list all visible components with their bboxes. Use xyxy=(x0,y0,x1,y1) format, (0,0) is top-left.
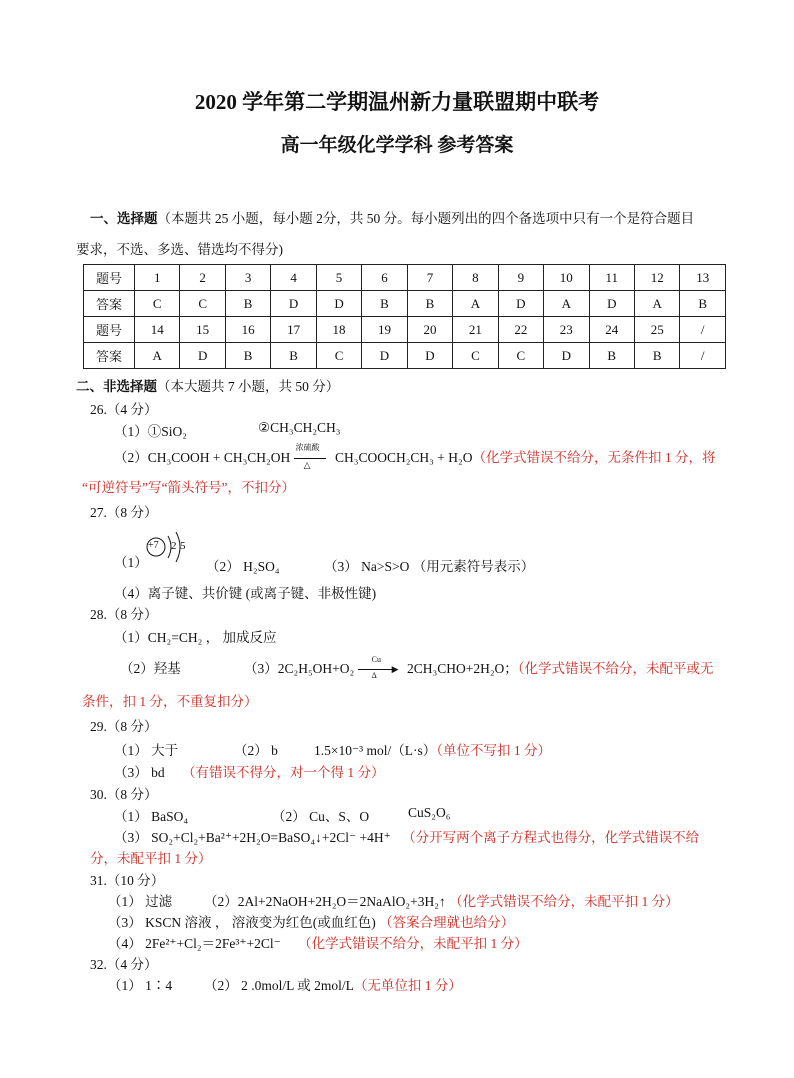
table-cell: D xyxy=(180,343,225,369)
q28-equation-rhs: 2CH₃CHO+2H₂O； xyxy=(407,661,518,676)
q30-part2b: CuS₂O₆ xyxy=(408,805,451,820)
q31-part4-note: （化学式错误不给分，未配平扣 1 分） xyxy=(298,936,528,951)
q28-number: 28.（8 分） xyxy=(90,607,158,622)
table-cell: 题号 xyxy=(84,265,135,291)
section1-note-line2: 要求，不选、多选、错选均不得分) xyxy=(76,242,283,257)
table-cell: 4 xyxy=(271,265,316,291)
table-cell: D xyxy=(316,291,361,317)
table-cell: B xyxy=(634,343,679,369)
table-cell: D xyxy=(544,343,589,369)
q32-note: （无单位扣 1 分） xyxy=(353,978,462,993)
q26-note: （化学式错误不给分，无条件扣 1 分，将 xyxy=(472,450,716,465)
q32-part2 xyxy=(204,974,462,994)
q30-note-line2: 分，未配平扣 1 分） xyxy=(90,851,212,866)
table-cell: D xyxy=(271,291,316,317)
catalyst-label: Cu xyxy=(371,654,381,664)
table-cell: 14 xyxy=(135,317,180,343)
table-cell: 24 xyxy=(589,317,634,343)
q27-part3: （3） Na>S>O （用元素符号表示） xyxy=(324,559,535,574)
q27-part1-label: （1） xyxy=(114,555,148,570)
q31-part4 xyxy=(108,932,528,952)
condition-label: Δ xyxy=(371,670,377,680)
table-cell: C xyxy=(453,343,498,369)
table-cell: A xyxy=(634,291,679,317)
section1-heading: 一、选择题 xyxy=(90,211,158,226)
table-cell: 5 xyxy=(316,265,361,291)
table-cell: D xyxy=(589,291,634,317)
q31-part3 xyxy=(108,911,514,931)
q31-part2-note: （化学式错误不给分，未配平扣 1 分） xyxy=(449,894,679,909)
q31-part3-note: （答案合理就也给分） xyxy=(379,915,515,930)
table-cell: B xyxy=(225,291,270,317)
q32-part1: （1） 1∶4 xyxy=(108,978,173,993)
section2-heading: 二、非选择题 xyxy=(76,379,157,394)
table-cell: 19 xyxy=(362,317,407,343)
shell-electrons-2: 5 xyxy=(180,540,186,552)
arrow-line xyxy=(294,458,326,459)
q30-note: （分开写两个离子方程式也得分，化学式错误不给 xyxy=(402,830,700,845)
table-cell: B xyxy=(271,343,316,369)
nucleus-charge: +7 xyxy=(148,540,159,551)
table-cell: B xyxy=(680,291,726,317)
q29-note: （单位不写扣 1 分） xyxy=(436,743,552,758)
table-cell: 16 xyxy=(225,317,270,343)
table-cell: 17 xyxy=(271,317,316,343)
table-cell: 2 xyxy=(180,265,225,291)
q26-note-line2: “可逆符号”写“箭头符号”，不扣分） xyxy=(82,480,295,495)
table-cell: 6 xyxy=(362,265,407,291)
q27-part4: （4）离子键、共价键 (或离子键、非极性键) xyxy=(114,586,377,601)
table-cell: B xyxy=(225,343,270,369)
section2-header xyxy=(76,375,339,395)
q28-note-line2: 条件，扣 1 分，不重复扣分） xyxy=(82,694,258,709)
table-cell: 12 xyxy=(634,265,679,291)
condition-label: △ xyxy=(303,459,311,470)
table-cell: 8 xyxy=(453,265,498,291)
q30-part3 xyxy=(114,826,699,846)
q31-part4-equation: （4） 2Fe²⁺+Cl₂＝2Fe³⁺+2Cl⁻ xyxy=(108,936,281,951)
q29-rate: 1.5×10⁻³ mol/（L·s） xyxy=(314,743,437,758)
table-cell: / xyxy=(680,343,726,369)
reaction-arrow xyxy=(294,442,332,470)
table-cell: 7 xyxy=(407,265,452,291)
answer-table xyxy=(83,264,726,369)
table-cell: 23 xyxy=(544,317,589,343)
table-cell: 答案 xyxy=(84,343,135,369)
q31-equation: （2）2Al+2NaOH+2H₂O＝2NaAlO₂+3H₂↑ xyxy=(204,894,446,909)
q28-part2: （2）羟基 xyxy=(120,661,181,676)
table-cell: C xyxy=(180,291,225,317)
table-cell: 18 xyxy=(316,317,361,343)
q26-equation-rhs: CH₃COOCH₂CH₃ + H₂O xyxy=(335,450,473,465)
q30-part2: （2） Cu、S、O xyxy=(272,809,370,824)
q31-part3-answer: （3） KSCN 溶液 ， 溶液变为红色(或血红色) xyxy=(108,915,376,930)
arrow-head: ▶ xyxy=(391,663,399,674)
q29-number: 29.（8 分） xyxy=(90,719,158,734)
q26-part2 xyxy=(114,442,716,470)
q28-part1: （1）CH₂=CH₂ ， 加成反应 xyxy=(114,630,277,645)
table-cell: 21 xyxy=(453,317,498,343)
shell-electrons-1: 2 xyxy=(171,540,177,552)
table-cell: B xyxy=(362,291,407,317)
table-cell: 1 xyxy=(135,265,180,291)
section1-note-line1: （本题共 25 小题，每小题 2分，共 50 分。每小题列出的四个备选项中只有一个是符合题目 xyxy=(157,211,695,226)
section1-header xyxy=(90,207,694,227)
table-cell: A xyxy=(453,291,498,317)
q29-part3-note: （有错误不得分，对一个得 1 分） xyxy=(182,765,385,780)
q26-part1a: （1）①SiO₂ xyxy=(114,424,187,439)
q31-number: 31.（10 分） xyxy=(90,873,165,888)
table-cell: 13 xyxy=(680,265,726,291)
q27-number: 27.（8 分） xyxy=(90,505,158,520)
table-cell: 10 xyxy=(544,265,589,291)
q32-part2-answer: （2） 2 .0mol/L 或 2mol/L xyxy=(204,978,354,993)
q26-equation-lhs: （2）CH₃COOH + CH₃CH₂OH xyxy=(114,450,291,465)
table-cell: D xyxy=(407,343,452,369)
table-row xyxy=(84,265,726,291)
atom-structure-diagram xyxy=(144,526,194,570)
arrow-line xyxy=(358,669,396,670)
table-row xyxy=(84,343,726,369)
page-subtitle: 高一年级化学学科 参考答案 xyxy=(280,135,514,156)
table-row xyxy=(84,317,726,343)
q30-equation: （3） SO₂+Cl₂+Ba²⁺+2H₂O=BaSO₄↓+2Cl⁻ +4H⁺ xyxy=(114,830,391,845)
q29-part1: （1） 大于 xyxy=(114,743,179,758)
table-cell: 20 xyxy=(407,317,452,343)
table-cell: A xyxy=(544,291,589,317)
section2-note: （本大题共 7 小题，共 50 分） xyxy=(157,379,340,394)
table-cell: C xyxy=(135,291,180,317)
table-cell: 15 xyxy=(180,317,225,343)
table-cell: / xyxy=(680,317,726,343)
table-row xyxy=(84,291,726,317)
table-cell: 22 xyxy=(498,317,543,343)
q29-part3-answer: （3） bd xyxy=(114,765,165,780)
q26-part1b: ②CH₃CH₂CH₃ xyxy=(258,420,341,435)
table-cell: C xyxy=(316,343,361,369)
q27-part2: （2） H₂SO₄ xyxy=(206,559,280,574)
table-cell: B xyxy=(589,343,634,369)
table-cell: A xyxy=(135,343,180,369)
q29-part2b xyxy=(314,739,551,759)
q31-part2 xyxy=(204,890,679,910)
table-cell: B xyxy=(407,291,452,317)
q28-note: （化学式错误不给分，未配平或无 xyxy=(517,661,714,676)
table-cell: 答案 xyxy=(84,291,135,317)
q28-equation-lhs: （3）2C₂H₅OH+O₂ xyxy=(244,661,355,676)
q32-number: 32.（4 分） xyxy=(90,957,158,972)
table-cell: 题号 xyxy=(84,317,135,343)
table-cell: 11 xyxy=(589,265,634,291)
q29-part2: （2） b xyxy=(234,743,278,758)
table-cell: 25 xyxy=(634,317,679,343)
reaction-arrow xyxy=(358,654,404,680)
page-title: 2020 学年第二学期温州新力量联盟期中联考 xyxy=(194,90,600,114)
table-cell: 3 xyxy=(225,265,270,291)
table-cell: 9 xyxy=(498,265,543,291)
table-cell: C xyxy=(498,343,543,369)
q30-part1: （1） BaSO₄ xyxy=(114,809,189,824)
catalyst-label: 浓硫酸 xyxy=(295,442,320,452)
table-cell: D xyxy=(362,343,407,369)
table-cell: D xyxy=(498,291,543,317)
q26-number: 26.（4 分） xyxy=(90,402,158,417)
q31-part1: （1） 过滤 xyxy=(108,894,173,909)
q29-part3 xyxy=(114,761,385,781)
q30-number: 30.（8 分） xyxy=(90,787,158,802)
q28-part3 xyxy=(244,654,714,680)
